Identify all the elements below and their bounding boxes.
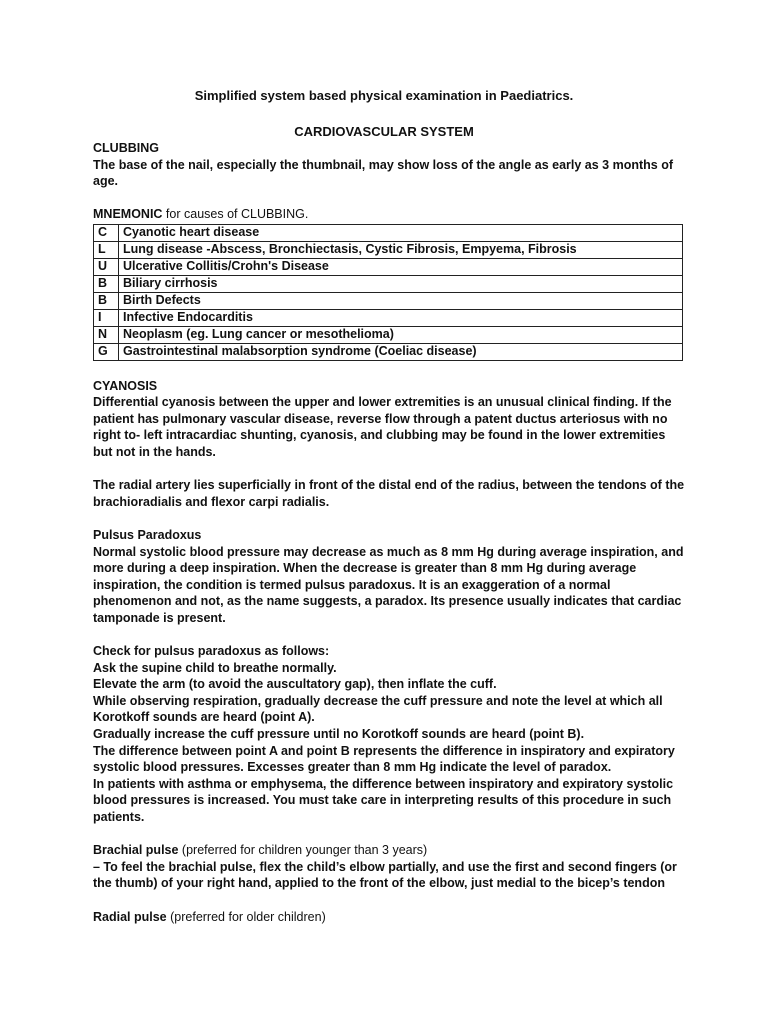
mnemonic-label [93,206,685,223]
radial-heading-line [93,909,685,926]
mnemonic-cause: Biliary cirrhosis [119,275,683,292]
radial-note: (preferred for older children) [166,909,326,924]
check-step: The difference between point A and point B represents the difference in inspiratory and expiratory systolic blood pressures. Excesses greater than 8 mm Hg indicate the level of paradox. [93,743,675,775]
mnemonic-letter: I [94,309,119,326]
mnemonic-cause: Ulcerative Collitis/Crohn's Disease [119,258,683,275]
mnemonic-cause: Cyanotic heart disease [119,224,683,241]
brachial-heading-line [93,842,685,859]
table-row [94,224,683,241]
check-heading: Check for pulsus paradoxus as follows: [93,644,330,659]
mnemonic-letter: B [94,292,119,309]
mnemonic-cause: Gastrointestinal malabsorption syndrome (Coeliac disease) [119,343,683,360]
mnemonic-cause: Neoplasm (eg. Lung cancer or mesothelioma) [119,326,683,343]
table-row [94,343,683,360]
document-title: Simplified system based physical examination in Paediatrics. [194,88,574,103]
brachial-text: – To feel the brachial pulse, flex the child’s elbow partially, and use the first and second fingers (or the thumb) of your right hand, applied to the front of the elbow, just medial to the bicep’s tendon [93,859,677,891]
mnemonic-table [93,224,683,361]
mnemonic-letter: G [94,343,119,360]
brachial-note: (preferred for children younger than 3 years) [178,843,428,858]
table-row [94,275,683,292]
radial-heading: Radial pulse [93,909,167,924]
cyanosis-paragraph-1: Differential cyanosis between the upper and lower extremities is an unusual clinical finding. If the patient has pulmonary vascular disease, reverse flow through a patent ductus arteriosus with no right to- left intracardiac shunting, cyanosis, and clubbing may be found in the lower extremities but not in the hands. [93,395,672,459]
mnemonic-cause: Infective Endocarditis [119,309,683,326]
check-step: In patients with asthma or emphysema, the difference between inspiratory and expiratory systolic blood pressures is increased. You must take care in interpreting results of this procedure in such patients. [93,776,674,824]
clubbing-heading: CLUBBING [93,141,159,155]
table-row [94,326,683,343]
table-row [94,292,683,309]
mnemonic-label-bold: MNEMONIC [93,207,163,222]
mnemonic-label-rest: for causes of CLUBBING. [162,207,309,222]
section-title: CARDIOVASCULAR SYSTEM [294,124,474,139]
table-row [94,309,683,326]
document-body [93,140,685,925]
pulsus-paragraph: Normal systolic blood pressure may decrease as much as 8 mm Hg during average inspiration, and more during a deep inspiration. When the decrease is greater than 8 mm Hg during average inspiration, the condition is termed pulsus paradoxus. It is an exaggeration of a normal phenomenon and not, as the name suggests, a paradox. Its presence usually indicates that cardiac tamponade is present. [93,544,684,625]
mnemonic-cause: Lung disease -Abscess, Bronchiectasis, Cystic Fibrosis, Empyema, Fibrosis [119,241,683,258]
mnemonic-letter: U [94,258,119,275]
mnemonic-cause: Birth Defects [119,292,683,309]
cyanosis-paragraph-2: The radial artery lies superficially in front of the distal end of the radius, between the tendons of the brachioradialis and flexor carpi radialis. [93,478,685,509]
check-step: Ask the supine child to breathe normally. [93,660,337,675]
mnemonic-letter: C [94,224,119,241]
brachial-heading: Brachial pulse [93,843,179,858]
table-row [94,241,683,258]
clubbing-text: The base of the nail, especially the thumbnail, may show loss of the angle as early as 3 months of age. [93,157,674,189]
mnemonic-letter: B [94,275,119,292]
cyanosis-heading: CYANOSIS [93,378,158,393]
mnemonic-letter: N [94,326,119,343]
mnemonic-letter: L [94,241,119,258]
check-step: Gradually increase the cuff pressure until no Korotkoff sounds are heard (point B). [93,727,585,742]
check-step: While observing respiration, gradually decrease the cuff pressure and note the level at which all Korotkoff sounds are heard (point A). [93,693,663,725]
pulsus-heading: Pulsus Paradoxus [93,527,202,542]
table-row [94,258,683,275]
check-step: Elevate the arm (to avoid the auscultatory gap), then inflate the cuff. [93,677,497,692]
